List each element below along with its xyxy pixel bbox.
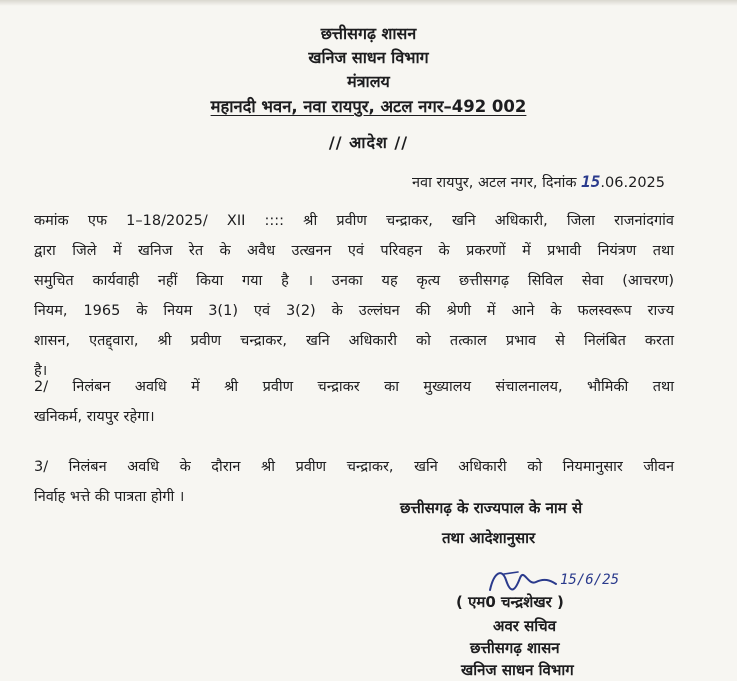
order-title: // आदेश // bbox=[328, 133, 409, 152]
paragraph-line: 3/ निलंबन अवधि के दौरान श्री प्रवीण चन्द्राकर, खनि अधिकारी को नियमानुसार जीवन bbox=[34, 459, 674, 475]
order-date bbox=[412, 172, 665, 192]
paragraph-line: 2/ निलंबन अवधि में श्री प्रवीण चन्द्राकर का मुख्यालय संचालनालय, भौमिकी तथा bbox=[34, 379, 674, 395]
header-ministry: मंत्रालय bbox=[347, 72, 390, 91]
date-prefix: नवा रायपुर, अटल नगर, दिनांक bbox=[412, 175, 577, 191]
date-rest: .06.2025 bbox=[600, 175, 665, 191]
header-department: खनिज साधन विभाग bbox=[308, 48, 429, 67]
header-government: छत्तीसगढ़ शासन bbox=[320, 24, 417, 43]
date-day-handwritten: 15 bbox=[581, 172, 601, 191]
paragraph-line: कमांक एफ 1–18/2025/ XII :::: श्री प्रवीण चन्द्राकर, खनि अधिकारी, जिला राजनांदगांव bbox=[34, 213, 674, 229]
paragraph-line: निर्वाह भत्ते की पात्रता होगी । bbox=[34, 489, 185, 505]
paragraph-2 bbox=[34, 372, 674, 432]
paragraph-line: शासन, एतद्द्वारा, श्री प्रवीण चन्द्राकर, खनि अधिकारी को तत्काल प्रभाव से निलंबित करता bbox=[34, 333, 674, 349]
paragraph-line: समुचित कार्यवाही नहीं किया गया है । उनका यह कृत्य छत्तीसगढ़ सिविल सेवा (आचरण) bbox=[34, 273, 674, 289]
signatory-designation: अवर सचिव bbox=[493, 617, 557, 635]
signature-date: 15/6/25 bbox=[560, 572, 620, 588]
paragraph-1 bbox=[34, 206, 674, 386]
header-address bbox=[0, 94, 737, 117]
paragraph-line: खनिकर्म, रायपुर रहेगा। bbox=[34, 409, 155, 425]
header-address-text: महानदी भवन, नवा रायपुर, अटल नगर–492 002 bbox=[210, 97, 527, 116]
signatory-department: खनिज साधन विभाग bbox=[461, 661, 574, 679]
signatory-name: ( एम0 चन्द्रशेखर ) bbox=[456, 593, 564, 611]
paragraph-line: है। bbox=[34, 363, 48, 379]
page-top-edge bbox=[0, 0, 737, 6]
authority-line-1: छत्तीसगढ़ के राज्यपाल के नाम से bbox=[400, 499, 583, 517]
paragraph-line: नियम, 1965 के नियम 3(1) एवं 3(2) के उल्लंघन की श्रेणी में आने के फलस्वरूप राज्य bbox=[34, 303, 674, 319]
paragraph-line: द्वारा जिले में खनिज रेत के अवैध उत्खनन एवं परिवहन के प्रकरणों में प्रभावी नियंत्रण तथा bbox=[34, 243, 674, 259]
authority-line-2: तथा आदेशानुसार bbox=[442, 529, 536, 547]
signatory-government: छत्तीसगढ़ शासन bbox=[470, 639, 560, 657]
